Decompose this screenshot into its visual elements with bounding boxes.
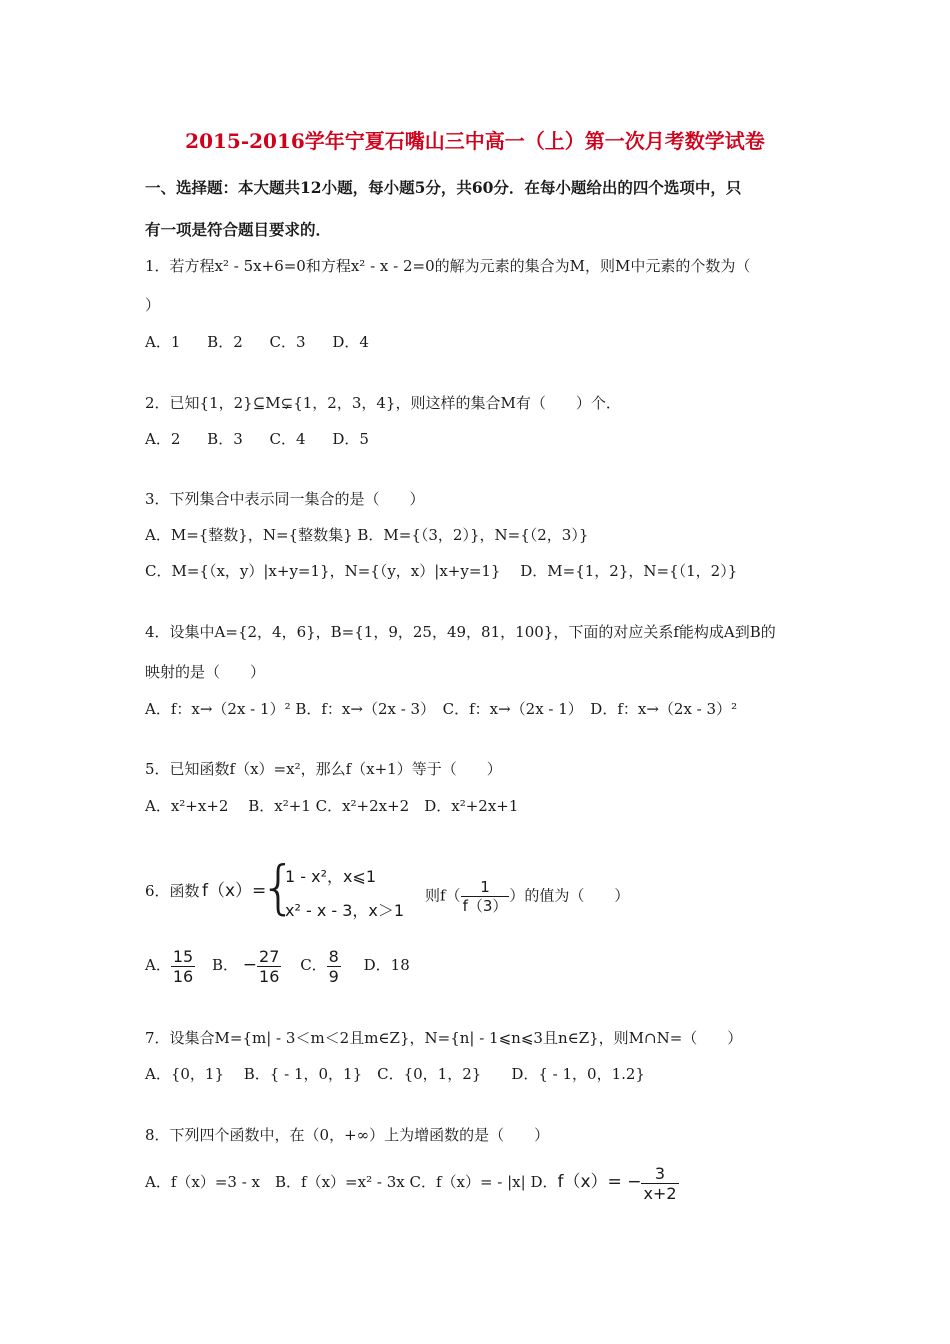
q2-option-a[interactable]: A．2: [145, 430, 181, 448]
q2-option-b[interactable]: B．3: [207, 430, 243, 448]
q8-option-d-fx: f（x）= −: [557, 1172, 642, 1192]
q6-option-b-sign: −: [242, 955, 258, 975]
q1-option-b[interactable]: B．2: [207, 333, 243, 351]
q6-question-tail: [425, 878, 629, 915]
q6-option-d[interactable]: D．18: [363, 956, 410, 974]
section-instructions-line1: 一、选择题：本大题共12小题，每小题5分，共60分．在每小题给出的四个选项中，只: [145, 178, 742, 197]
q4-stem-line1: 4．设集中A={2，4，6}，B={1，9，25，49，81，100}，下面的对应关系f能构成A到B的: [145, 623, 776, 641]
q4-options[interactable]: A．f：x→（2x - 1）² B．f：x→（2x - 3） C．f：x→（2x - 1） D．f：x→（2x - 3）²: [145, 700, 738, 718]
q6-case-2: x² - x - 3，x＞1: [285, 901, 405, 920]
q1-option-d[interactable]: D．4: [332, 333, 369, 351]
q6-option-a-numerator: 15: [172, 946, 194, 966]
q2-option-d[interactable]: D．5: [332, 430, 369, 448]
q6-option-c-denominator: 9: [328, 966, 339, 986]
q6-option-a-fraction: [171, 947, 195, 986]
q6-then-prefix: 则f（: [425, 886, 461, 905]
q4-stem-line2: 映射的是（ ）: [145, 663, 266, 681]
q1-option-a[interactable]: A．1: [145, 333, 181, 351]
q6-then-suffix: ）的值为（ ）: [509, 886, 630, 905]
q2-option-c[interactable]: C．4: [269, 430, 306, 448]
q6-option-a[interactable]: [145, 946, 195, 986]
q6-options: [145, 945, 410, 986]
q6-label: 6．函数: [145, 882, 200, 900]
q6-option-b-label: B．: [211, 956, 239, 974]
q7-stem: 7．设集合M={m| - 3＜m＜2且m∈Z}，N={n| - 1⩽n⩽3且n∈Z}，则M∩N=（ ）: [145, 1029, 743, 1047]
q6-option-b-numerator: 27: [259, 946, 280, 966]
q1-option-c[interactable]: C．3: [269, 333, 306, 351]
q2-stem: 2．已知{1，2}⊆M⊊{1，2，3，4}，则这样的集合M有（ ）个．: [145, 394, 621, 412]
q6-fraction-denominator: f（3）: [462, 897, 508, 915]
q5-options[interactable]: A．x²+x+2 B．x²+1 C．x²+2x+2 D．x²+2x+1: [145, 797, 519, 815]
q6-piecewise-brace: {: [260, 853, 297, 921]
q7-options[interactable]: A．{0，1} B．{ - 1，0，1} C．{0，1，2} D．{ - 1，0，1.2}: [145, 1065, 645, 1083]
q6-fraction: [461, 878, 510, 915]
q6-option-c-label: C．: [300, 956, 327, 974]
q1-stem-line1: 1．若方程x² - 5x+6=0和方程x² - x - 2=0的解为元素的集合为M，则M中元素的个数为（: [145, 257, 751, 275]
q3-stem: 3．下列集合中表示同一集合的是（ ）: [145, 490, 425, 508]
page-title: 2015-2016学年宁夏石嘴山三中高一（上）第一次月考数学试卷: [185, 129, 765, 153]
q6-option-c-numerator: 8: [328, 946, 339, 966]
q5-stem: 5．已知函数f（x）=x²，那么f（x+1）等于（ ）: [145, 760, 502, 778]
q6-option-b-denominator: 16: [259, 966, 280, 986]
q8-stem: 8．下列四个函数中，在（0，+∞）上为增函数的是（ ）: [145, 1126, 550, 1144]
q6-option-b-fraction: [257, 947, 281, 986]
q8-option-d[interactable]: [557, 1163, 679, 1203]
q6-option-c-fraction: [327, 947, 341, 986]
q6-option-c[interactable]: [300, 946, 341, 986]
q8-option-d-numerator: 3: [654, 1163, 666, 1183]
q2-options: [145, 429, 391, 449]
section-instructions-line2: 有一项是符合题目要求的．: [145, 220, 332, 239]
q8-option-d-fraction: [641, 1164, 678, 1203]
q6-case-1: 1 - x²，x⩽1: [285, 867, 377, 886]
q8-options-abc[interactable]: A．f（x）=3 - x B．f（x）=x² - 3x C．f（x）= - |x| D．: [145, 1173, 558, 1191]
q8-option-d-denominator: x+2: [643, 1183, 677, 1203]
q1-options: [145, 332, 391, 352]
q6-option-b[interactable]: [211, 946, 281, 986]
q6-option-a-label: A．: [145, 956, 171, 974]
q6-option-a-denominator: 16: [172, 966, 194, 986]
q3-options-cd[interactable]: C．M={（x，y）|x+y=1}，N={（y，x）|x+y=1} D．M={1，2}，N={（1，2）}: [145, 562, 738, 580]
q6-function-name: f（x）=: [202, 881, 267, 901]
q8-options: [145, 1160, 679, 1204]
q3-options-ab[interactable]: A．M={整数}，N={整数集} B．M={（3，2）}，N={（2，3）}: [145, 526, 589, 544]
q6-fraction-numerator: 1: [480, 878, 490, 896]
q1-stem-line2: ）: [145, 296, 161, 314]
